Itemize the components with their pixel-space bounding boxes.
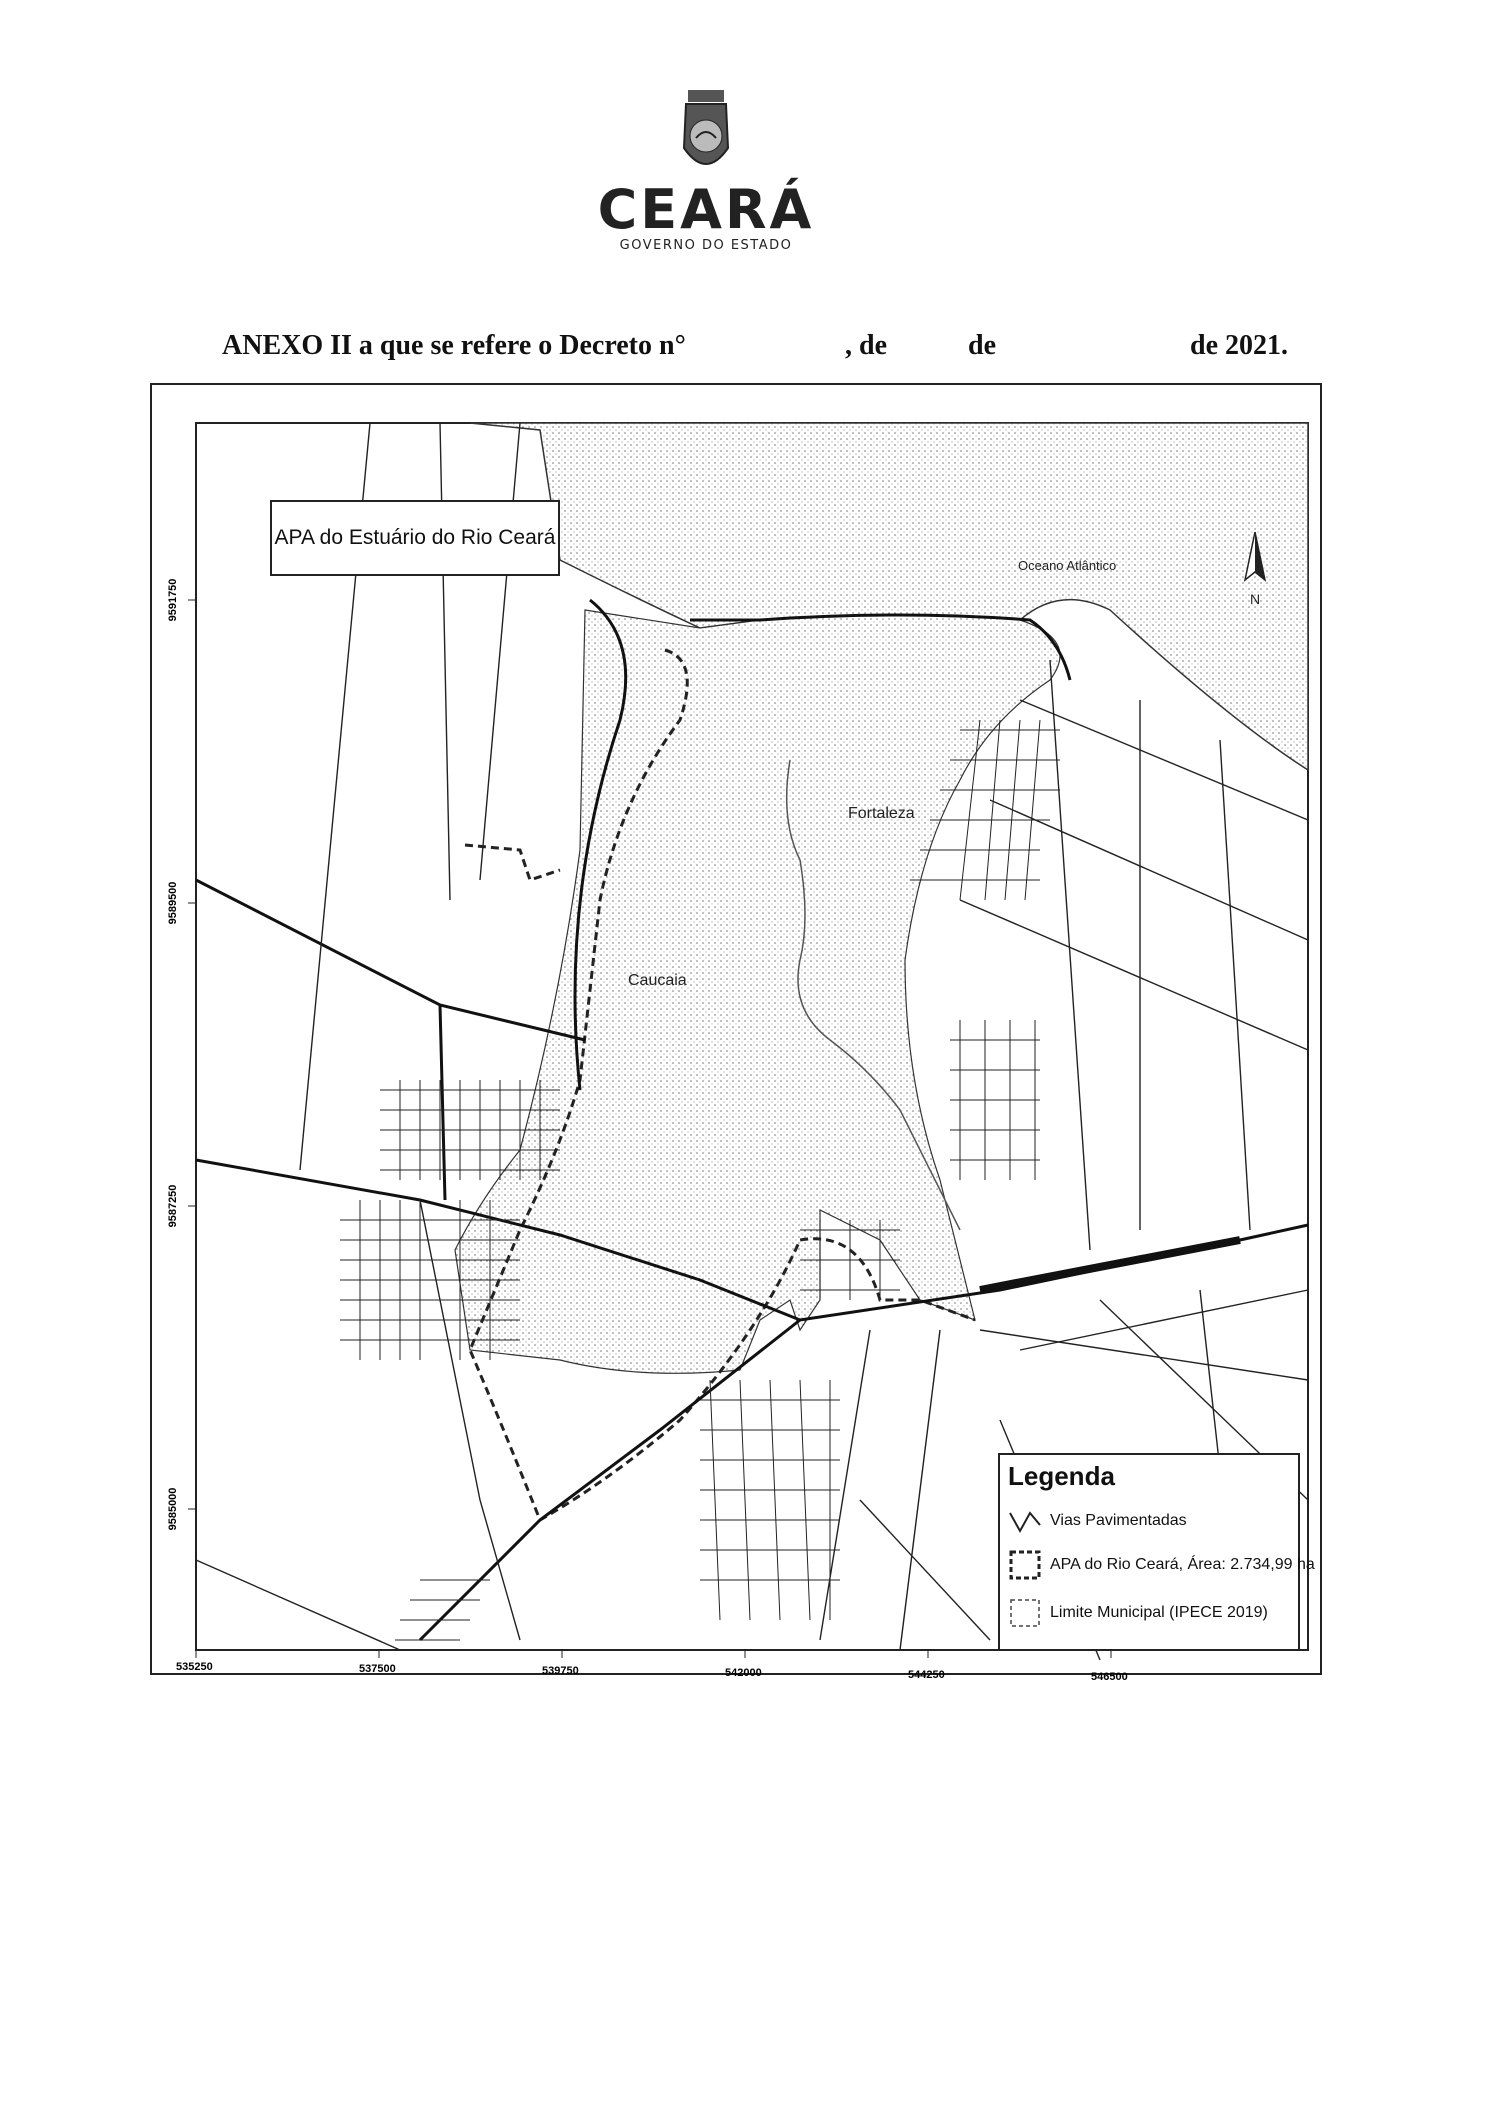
date-year: de 2021. xyxy=(1190,330,1288,361)
apa-boundary-icon xyxy=(1008,1549,1042,1581)
y-tick-label: 9591750 xyxy=(167,578,179,622)
y-tick-label: 9587250 xyxy=(167,1184,179,1228)
y-tick-label: 9589500 xyxy=(167,881,179,925)
municipal-limit-icon xyxy=(1008,1597,1042,1629)
x-tick-label: 539750 xyxy=(542,1665,579,1677)
legend-label-apa: APA do Rio Ceará, Área: 2.734,99 ha xyxy=(1050,1556,1315,1573)
x-tick-label: 542000 xyxy=(725,1667,762,1679)
x-tick-label: 537500 xyxy=(359,1663,396,1675)
legend-item-apa xyxy=(1008,1547,1315,1583)
x-tick-label: 546500 xyxy=(1091,1671,1128,1683)
x-tick-label: 535250 xyxy=(176,1661,213,1673)
legend-label-paved-roads: Vias Pavimentadas xyxy=(1050,1512,1187,1529)
brand-subtitle: GOVERNO DO ESTADO xyxy=(619,238,793,253)
date-de-2: de xyxy=(968,330,996,361)
paved-road-icon xyxy=(1008,1507,1042,1535)
map-title-text: APA do Estuário do Rio Ceará xyxy=(274,526,556,549)
date-de-1: , de xyxy=(845,330,887,361)
x-axis-ticks xyxy=(176,1650,1128,1683)
legend-title: Legenda xyxy=(1008,1461,1115,1491)
legend-item-municipal-limit xyxy=(1008,1595,1268,1631)
y-axis-ticks xyxy=(167,579,196,1531)
legend-label-municipal-limit: Limite Municipal (IPECE 2019) xyxy=(1050,1604,1268,1621)
brand-name: CEARÁ xyxy=(597,178,815,241)
legend-item-paved-roads xyxy=(1008,1503,1187,1539)
fortaleza-label: Fortaleza xyxy=(848,805,915,822)
annex-title: ANEXO II a que se refere o Decreto n° xyxy=(222,330,686,361)
y-tick-label: 9585000 xyxy=(167,1487,179,1531)
x-tick-label: 544250 xyxy=(908,1669,945,1681)
caucaia-label: Caucaia xyxy=(628,972,687,989)
map-title xyxy=(270,500,560,576)
ocean-label: Oceano Atlântico xyxy=(1018,558,1117,573)
north-label: N xyxy=(1250,591,1261,607)
map-legend xyxy=(998,1453,1315,1651)
